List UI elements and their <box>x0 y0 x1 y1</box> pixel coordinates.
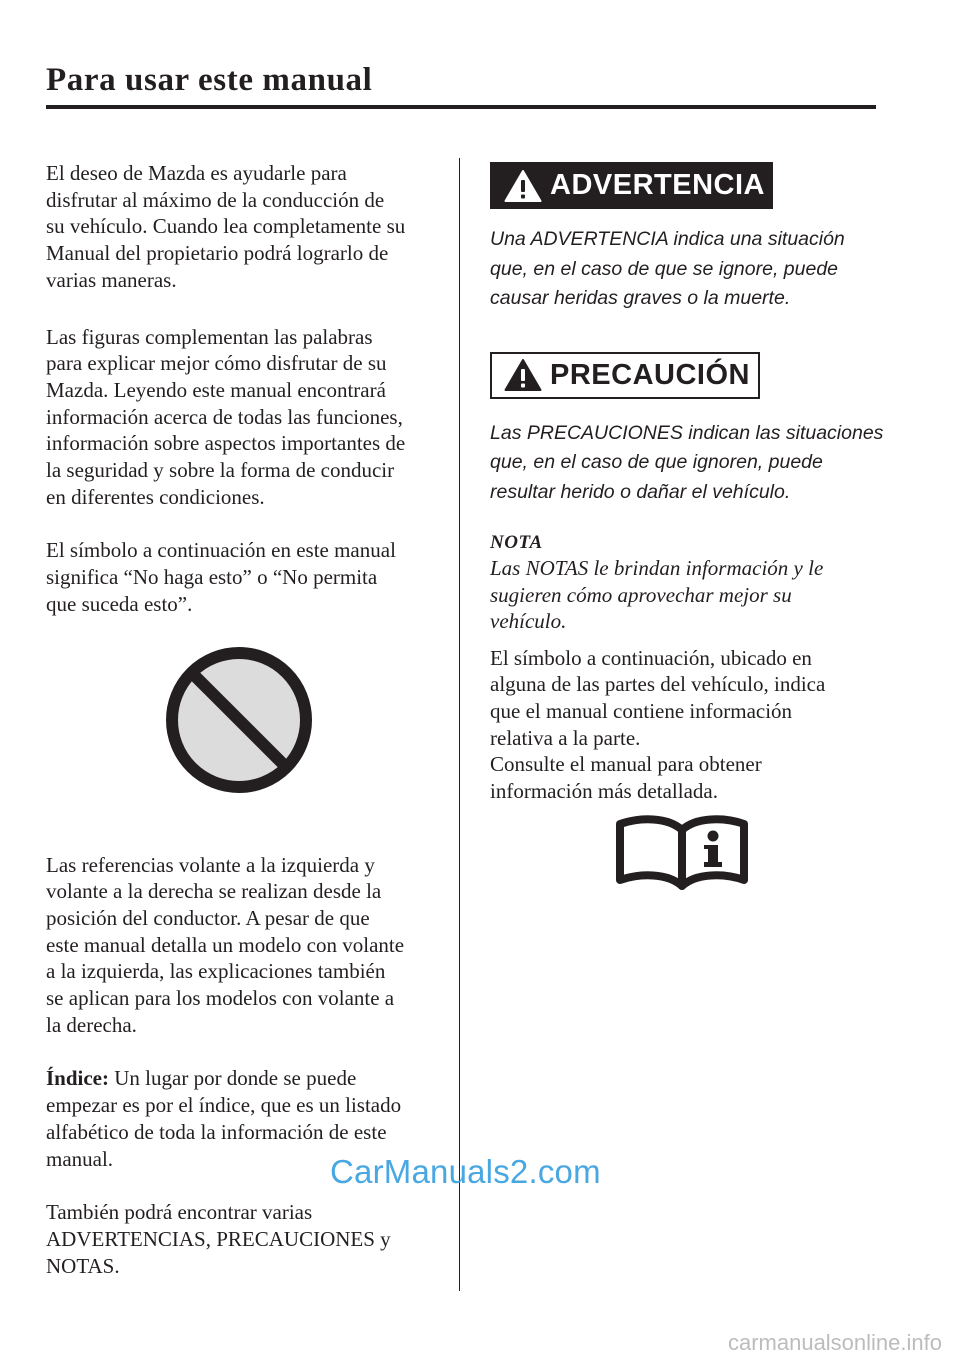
source-watermark: carmanualsonline.info <box>727 1330 942 1355</box>
caution-label: PRECAUCIÓN <box>550 358 750 391</box>
steering-paragraph: Las referencias volante a la izquierda y volante a la derecha se realizan desde la posición del conductor. A pesar de que este manual detalla un modelo con volante a la izquierda, las explicaciones también se aplican para los modelos con volante a la derecha. <box>46 852 405 1037</box>
intro-paragraph: El deseo de Mazda es ayudarle para disfrutar al máximo de la conducción de su vehículo. Cuando lea completamente su Manual del propietario podrá lograrlo de varias maneras. <box>46 161 406 292</box>
caution-badge <box>490 352 760 399</box>
index-text: Un lugar por donde se puede empezar es por el índice, que es un listado alfabético de toda la información de este manual. <box>46 1066 402 1171</box>
warning-triangle-icon <box>504 358 542 392</box>
warning-label: ADVERTENCIA <box>550 169 765 201</box>
warning-text: Una ADVERTENCIA indica una situación que, en el caso de que se ignore, puede causar heridas graves o la muerte. <box>490 228 845 309</box>
warning-triangle-icon <box>504 169 542 203</box>
right-column <box>490 162 890 832</box>
figures-paragraph: Las figuras complementan las palabras para explicar mejor cómo disfrutar de su Mazda. Leyendo este manual encontrará información acerca de todas las funciones, información sobre aspectos importantes de la seguridad y sobre la forma de conducir en diferentes condiciones. <box>46 324 406 509</box>
column-divider <box>459 158 460 1291</box>
watermark: CarManuals2.com <box>330 1153 601 1190</box>
note-label: NOTA <box>490 532 543 553</box>
index-label: Índice: <box>46 1066 109 1091</box>
warnings-paragraph: También podrá encontrar varias ADVERTENCIAS, PRECAUCIONES y NOTAS. <box>46 1200 391 1278</box>
prohibition-figure <box>46 645 446 825</box>
symbol-paragraph: El símbolo a continuación en este manual significa “No haga esto” o “No permita que suceda esto”. <box>46 538 396 616</box>
note-text: Las NOTAS le brindan información y le sugieren cómo aprovechar mejor su vehículo. <box>490 556 824 633</box>
manual-info-icon <box>614 814 750 894</box>
left-column <box>46 160 446 1306</box>
title-rule <box>46 105 876 109</box>
manual-symbol-paragraph: El símbolo a continuación, ubicado en alguna de las partes del vehículo, indica que el manual contiene información relativa a la parte. Consulte el manual para obtener información más detallada. <box>490 645 826 804</box>
manual-info-figure <box>614 814 750 899</box>
prohibition-icon <box>164 645 314 795</box>
warning-badge <box>490 162 773 209</box>
page-title: Para usar este manual <box>46 62 373 98</box>
caution-text: Las PRECAUCIONES indican las situaciones que, en el caso de que ignoren, puede resultar herido o dañar el vehículo. <box>490 421 884 503</box>
